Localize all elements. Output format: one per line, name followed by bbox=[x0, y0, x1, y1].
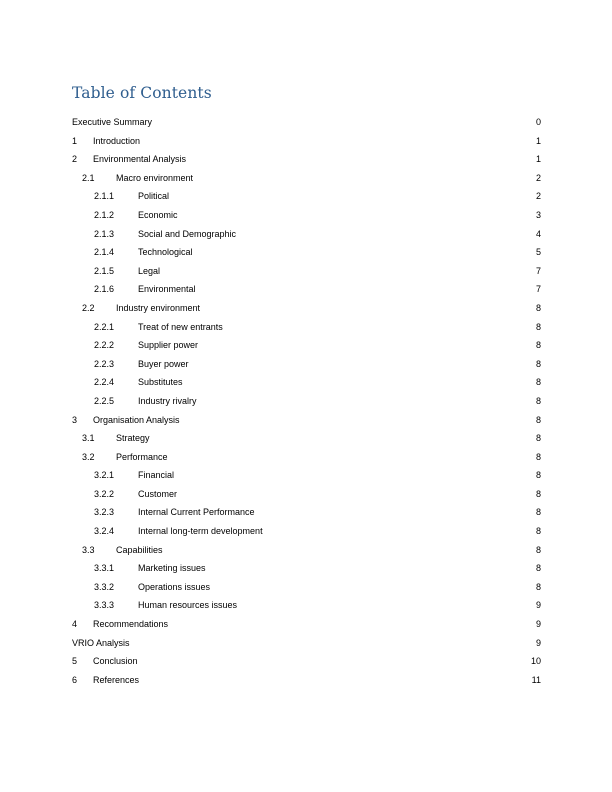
toc-dot-leader bbox=[179, 209, 535, 218]
toc-entry-page-number: 1 bbox=[535, 135, 541, 146]
toc-entry[interactable] bbox=[72, 559, 541, 578]
toc-entry[interactable] bbox=[72, 206, 541, 225]
toc-entry-page-number: 4 bbox=[535, 228, 541, 239]
toc-entry-number: 2.2 bbox=[82, 302, 95, 313]
toc-entry-number: 2.2.2 bbox=[94, 340, 115, 351]
toc-entry-page-number: 8 bbox=[535, 563, 541, 574]
toc-entry-number: 2.1.6 bbox=[94, 284, 115, 295]
toc-entry[interactable] bbox=[72, 578, 541, 597]
toc-entry[interactable] bbox=[72, 299, 541, 318]
toc-entry-label: Human resources issues bbox=[138, 600, 238, 611]
toc-entry-page-number: 8 bbox=[535, 302, 541, 313]
toc-title: Table of Contents bbox=[72, 84, 212, 102]
toc-entry-page-number: 5 bbox=[535, 247, 541, 258]
toc-entry[interactable] bbox=[72, 280, 541, 299]
toc-dot-leader bbox=[264, 525, 535, 534]
toc-entry-page-number: 8 bbox=[535, 544, 541, 555]
toc-entry[interactable] bbox=[72, 355, 541, 374]
toc-entry-number: 3.2.1 bbox=[94, 470, 115, 481]
toc-entry-label: Treat of new entrants bbox=[138, 321, 223, 332]
toc-entry-page-number: 8 bbox=[535, 395, 541, 406]
toc-dot-leader bbox=[198, 395, 535, 404]
toc-entry-number: 2.1 bbox=[82, 172, 95, 183]
toc-entry-page-number: 9 bbox=[535, 600, 541, 611]
toc-entry-page-number: 9 bbox=[535, 637, 541, 648]
toc-entry[interactable] bbox=[72, 596, 541, 615]
toc-entry-number: 3.2.2 bbox=[94, 488, 115, 499]
toc-dot-leader bbox=[238, 599, 535, 608]
toc-entry-page-number: 7 bbox=[535, 265, 541, 276]
toc-entry-number: 3.2.3 bbox=[94, 507, 115, 518]
toc-entry-label: Industry environment bbox=[116, 302, 201, 313]
toc-entry-page-number: 1 bbox=[535, 154, 541, 165]
toc-entry-page-number: 8 bbox=[535, 377, 541, 388]
toc-entry-number: 3.3.3 bbox=[94, 600, 115, 611]
toc-entry-label: Organisation Analysis bbox=[93, 414, 180, 425]
toc-entry-page-number: 10 bbox=[530, 656, 541, 667]
toc-entry-label: Supplier power bbox=[138, 340, 199, 351]
toc-entry[interactable] bbox=[72, 634, 541, 653]
toc-entry-label: Legal bbox=[138, 265, 161, 276]
toc-entry-page-number: 8 bbox=[535, 526, 541, 537]
toc-entry-page-number: 8 bbox=[535, 507, 541, 518]
toc-entry-number: 3 bbox=[72, 414, 78, 425]
toc-entry-page-number: 9 bbox=[535, 619, 541, 630]
toc-entry[interactable] bbox=[72, 615, 541, 634]
toc-entry-label: Financial bbox=[138, 470, 175, 481]
toc-entry-number: 2.1.4 bbox=[94, 247, 115, 258]
toc-entry-page-number: 8 bbox=[535, 340, 541, 351]
toc-entry[interactable] bbox=[72, 318, 541, 337]
toc-entry-number: 2.1.1 bbox=[94, 191, 115, 202]
toc-entry[interactable] bbox=[72, 187, 541, 206]
toc-entry-number: 3.3.2 bbox=[94, 581, 115, 592]
toc-dot-leader bbox=[224, 321, 535, 330]
toc-entry-label: Environmental Analysis bbox=[93, 154, 187, 165]
toc-dot-leader bbox=[194, 246, 535, 255]
toc-entry[interactable] bbox=[72, 503, 541, 522]
toc-dot-leader bbox=[139, 655, 530, 664]
toc-entry-number: 3.2 bbox=[82, 451, 95, 462]
toc-entry[interactable] bbox=[72, 392, 541, 411]
toc-entry[interactable] bbox=[72, 262, 541, 281]
toc-dot-leader bbox=[141, 135, 535, 144]
toc-entry-page-number: 11 bbox=[531, 674, 541, 685]
toc-entry-number: 1 bbox=[72, 135, 78, 146]
toc-dot-leader bbox=[197, 283, 535, 292]
toc-entry-label: Internal Current Performance bbox=[138, 507, 255, 518]
toc-entry-label: Economic bbox=[138, 209, 178, 220]
toc-entry-page-number: 8 bbox=[535, 433, 541, 444]
toc-entry-label: Substitutes bbox=[138, 377, 183, 388]
toc-dot-leader bbox=[170, 190, 535, 199]
toc-entry-page-number: 2 bbox=[535, 191, 541, 202]
toc-dot-leader bbox=[164, 544, 535, 553]
toc-entry-number: 3.2.4 bbox=[94, 526, 115, 537]
toc-entry-label: Performance bbox=[116, 451, 168, 462]
toc-entry-number: 2.1.5 bbox=[94, 265, 115, 276]
toc-entry-page-number: 8 bbox=[535, 451, 541, 462]
toc-entry-label: Buyer power bbox=[138, 358, 189, 369]
toc-dot-leader bbox=[187, 153, 535, 162]
toc-entry-number: 5 bbox=[72, 656, 78, 667]
toc-entry[interactable] bbox=[72, 522, 541, 541]
toc-entry[interactable] bbox=[72, 336, 541, 355]
toc-entry[interactable] bbox=[72, 652, 541, 671]
toc-entry[interactable] bbox=[72, 541, 541, 560]
toc-entry-page-number: 2 bbox=[535, 172, 541, 183]
toc-dot-leader bbox=[169, 451, 535, 460]
toc-entry-label: Political bbox=[138, 191, 170, 202]
toc-entry[interactable] bbox=[72, 411, 541, 430]
toc-dot-leader bbox=[194, 172, 535, 181]
toc-entry-label: Marketing issues bbox=[138, 563, 206, 574]
toc-entry-label: References bbox=[93, 674, 140, 685]
toc-entry-label: VRIO Analysis bbox=[72, 637, 130, 648]
toc-entry-label: Macro environment bbox=[116, 172, 194, 183]
toc-entry-label: Internal long-term development bbox=[138, 526, 263, 537]
toc-dot-leader bbox=[161, 265, 535, 274]
toc-entry-page-number: 0 bbox=[535, 117, 541, 127]
toc-entry-label: Introduction bbox=[93, 135, 141, 146]
toc-entry-label: Social and Demographic bbox=[138, 228, 237, 239]
toc-dot-leader bbox=[184, 376, 535, 385]
toc-entry-label: Strategy bbox=[116, 433, 150, 444]
toc-entry-number: 6 bbox=[72, 674, 78, 685]
toc-entry[interactable] bbox=[72, 169, 541, 188]
toc-entry-label: Executive Summary bbox=[72, 117, 153, 127]
toc-entry-number: 2.2.4 bbox=[94, 377, 115, 388]
toc-dot-leader bbox=[178, 488, 535, 497]
toc-entry-page-number: 3 bbox=[535, 209, 541, 220]
toc-entry-page-number: 8 bbox=[535, 358, 541, 369]
toc-entry-number: 3.3.1 bbox=[94, 563, 115, 574]
toc-entry[interactable] bbox=[72, 373, 541, 392]
toc-entry-number: 2 bbox=[72, 154, 78, 165]
toc-dot-leader bbox=[211, 581, 535, 590]
toc-entry-label: Industry rivalry bbox=[138, 395, 197, 406]
toc-entry-page-number: 7 bbox=[535, 284, 541, 295]
toc-entry-page-number: 8 bbox=[535, 414, 541, 425]
toc-entry[interactable] bbox=[72, 150, 541, 169]
toc-entry-label: Capabilities bbox=[116, 544, 163, 555]
toc-entry-number: 2.1.3 bbox=[94, 228, 115, 239]
toc-entry-number: 2.1.2 bbox=[94, 209, 115, 220]
toc-entry[interactable] bbox=[72, 671, 541, 690]
toc-dot-leader bbox=[181, 414, 535, 423]
toc-entry[interactable] bbox=[72, 243, 541, 262]
toc-dot-leader bbox=[207, 562, 535, 571]
toc-entry-page-number: 8 bbox=[535, 488, 541, 499]
toc-entry-label: Technological bbox=[138, 247, 193, 258]
toc-entry-number: 4 bbox=[72, 619, 78, 630]
toc-entry-page-number: 8 bbox=[535, 470, 541, 481]
toc-entry-label: Conclusion bbox=[93, 656, 138, 667]
toc-dot-leader bbox=[175, 469, 535, 478]
toc-dot-leader bbox=[190, 358, 535, 367]
toc-entry-number: 2.2.5 bbox=[94, 395, 115, 406]
toc-entry-label: Operations issues bbox=[138, 581, 211, 592]
toc-dot-leader bbox=[199, 339, 535, 348]
toc-entry[interactable] bbox=[72, 429, 541, 448]
toc-entry[interactable] bbox=[72, 113, 541, 132]
toc-entry[interactable] bbox=[72, 225, 541, 244]
toc-entry-label: Environmental bbox=[138, 284, 196, 295]
toc-dot-leader bbox=[151, 432, 535, 441]
toc-entry-page-number: 8 bbox=[535, 321, 541, 332]
toc-dot-leader bbox=[153, 116, 535, 125]
toc-entry[interactable] bbox=[72, 466, 541, 485]
toc-dot-leader bbox=[140, 674, 531, 683]
toc-entry-number: 2.2.1 bbox=[94, 321, 115, 332]
toc-entry-number: 3.1 bbox=[82, 433, 95, 444]
toc-dot-leader bbox=[131, 637, 535, 646]
toc-dot-leader bbox=[237, 228, 535, 237]
toc-list bbox=[72, 113, 541, 689]
toc-dot-leader bbox=[256, 506, 535, 515]
toc-dot-leader bbox=[201, 302, 535, 311]
toc-entry-number: 3.3 bbox=[82, 544, 95, 555]
toc-entry-number: 2.2.3 bbox=[94, 358, 115, 369]
toc-entry[interactable] bbox=[72, 485, 541, 504]
toc-entry-label: Recommendations bbox=[93, 619, 169, 630]
toc-entry[interactable] bbox=[72, 132, 541, 151]
toc-dot-leader bbox=[169, 618, 535, 627]
toc-entry-label: Customer bbox=[138, 488, 178, 499]
toc-entry[interactable] bbox=[72, 448, 541, 467]
toc-entry-page-number: 8 bbox=[535, 581, 541, 592]
